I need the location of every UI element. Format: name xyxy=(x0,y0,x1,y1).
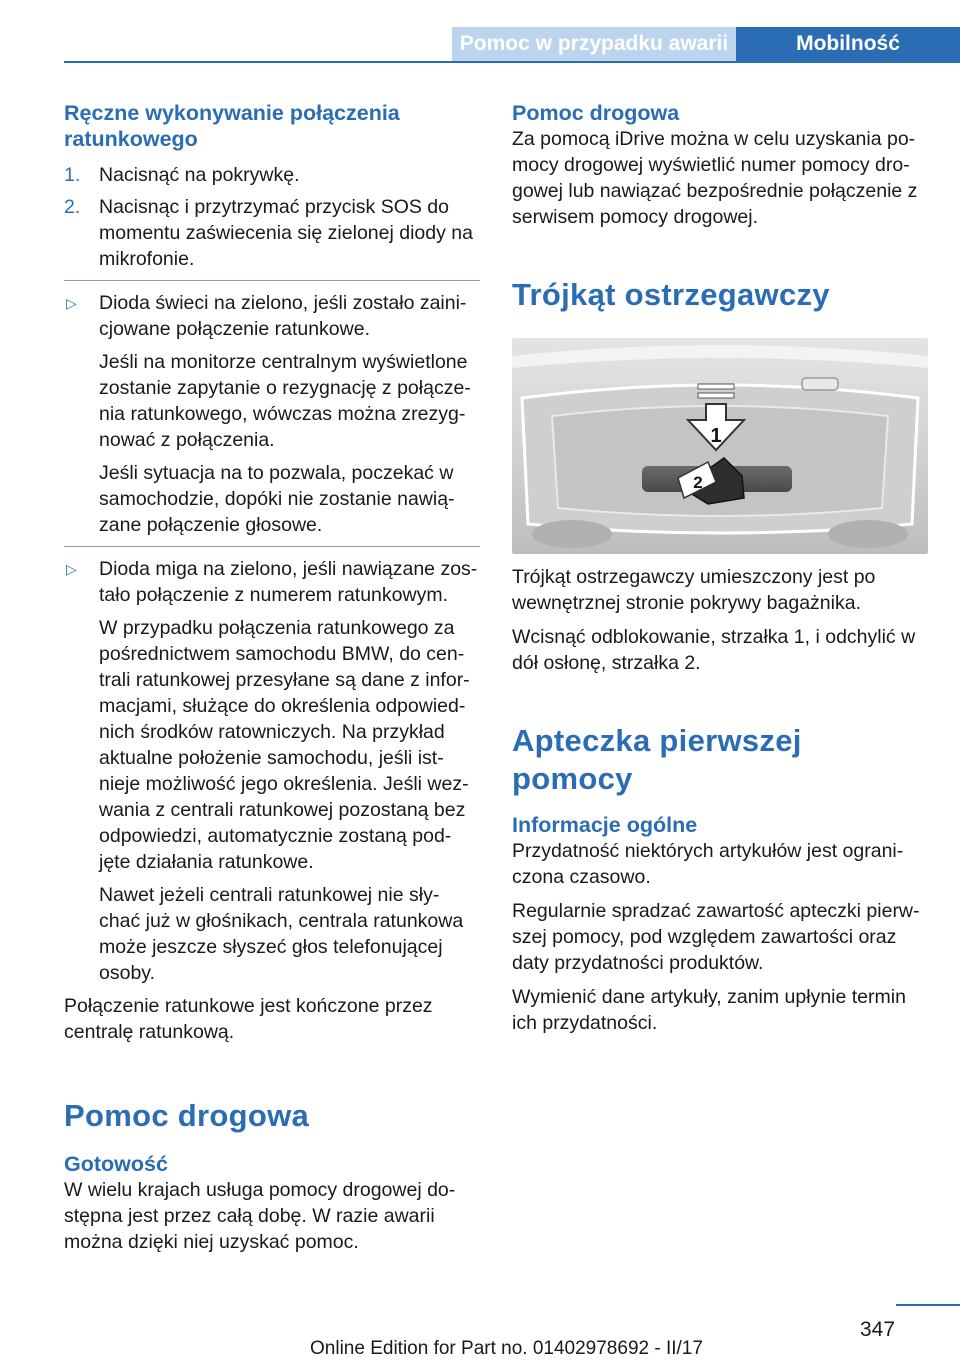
triangle-instruction-text: Wcisnąć odblokowanie, strzałka 1, i odchylić w dół osłonę, strzałka 2. xyxy=(512,626,916,674)
list-separator xyxy=(64,280,480,281)
step-item xyxy=(64,162,480,188)
header-chapter-tab[interactable]: Mobilność xyxy=(736,27,960,63)
readiness-text: W wielu krajach usługa pomocy drogowej do-stępna jest przez całą dobę. W razie awarii można dzięki niej uzyskać pomoc. xyxy=(64,1179,456,1253)
led-status-item xyxy=(64,556,480,986)
call-end-text: Połączenie ratunkowe jest kończone przez centralę ratunkową. xyxy=(64,995,433,1043)
left-column xyxy=(64,100,480,1255)
page-number: 347 xyxy=(860,1318,896,1341)
arrow-2-label: 2 xyxy=(693,473,703,492)
bullet-paragraph: Nawet jeżeli centrali ratunkowej nie sły-chać już w głośnikach, centrala ratunkowa może jeszcze słyszeć głos telefonującej osoby. xyxy=(99,884,464,984)
step-number: 1. xyxy=(64,164,81,186)
warning-triangle-heading: Trójkąt ostrzegawczy xyxy=(512,277,830,312)
general-info-text: Przydatność niektórych artykułów jest ograni-czona czasowo. xyxy=(512,840,904,888)
step-item xyxy=(64,194,480,272)
triangle-location-text: Trójkąt ostrzegawczy umieszczony jest po wewnętrznej stronie pokrywy bagażnika. xyxy=(512,566,876,614)
led-status-list xyxy=(64,290,480,538)
roadside-subheading: Pomoc drogowa xyxy=(512,101,680,125)
bullet-paragraph: Jeśli sytuacja na to pozwala, poczekać w samochodzie, dopóki nie zostanie nawią-zane połączenie głosowe. xyxy=(99,462,455,536)
trunk-lid-illustration xyxy=(512,338,928,554)
header-section-tab[interactable]: Pomoc w przypadku awarii xyxy=(452,27,736,61)
step-text: Nacisnąc i przytrzymać przycisk SOS do momentu zaświecenia się zielonej diody na mikrofonie. xyxy=(99,196,473,270)
bullet-paragraph: W przypadku połączenia ratunkowego za pośrednictwem samochodu BMW, do cen-trali ratunkowej przesyłane są dane z infor-macjami, służące do określenia odpowied-nich środków ratowniczych. Na przykład aktualne położenie samochodu, jeśli ist-nieje możliwość jego określenia. Jeśli wez-wania z centrali ratunkowej pozostaną bez odpowiedzi, automatycznie zostaną pod-jęte działania ratunkowe. xyxy=(99,617,470,873)
list-separator xyxy=(64,546,480,547)
bullet-triangle-icon: ▷ xyxy=(66,561,77,577)
led-status-list xyxy=(64,556,480,986)
bullet-triangle-icon: ▷ xyxy=(66,295,77,311)
bullet-lead: Dioda świeci na zielono, jeśli zostało zaini-cjowane połączenie ratunkowe. xyxy=(99,292,467,340)
led-status-item xyxy=(64,290,480,538)
roadside-heading: Pomoc drogowa xyxy=(64,1098,310,1133)
edition-footer: Online Edition for Part no. 01402978692 - II/17 xyxy=(310,1338,703,1359)
general-info-text: Regularnie spradzać zawartość apteczki pierw-szej pomocy, pod względem zawartości oraz daty przydatności produktów. xyxy=(512,900,920,974)
readiness-heading: Gotowość xyxy=(64,1152,168,1176)
bullet-lead: Dioda miga na zielono, jeśli nawiązane zos-tało połączenie z numerem ratunkowym. xyxy=(99,558,478,606)
general-info-text: Wymienić dane artykuły, zanim upłynie termin ich przydatności. xyxy=(512,986,906,1034)
manual-call-steps xyxy=(64,162,480,272)
trunk-lid-drawing xyxy=(512,338,928,554)
general-info-heading: Informacje ogólne xyxy=(512,813,698,837)
footer-rule xyxy=(896,1304,960,1306)
step-text: Nacisnąć na pokrywkę. xyxy=(99,164,300,186)
arrow-1-label: 1 xyxy=(710,425,722,447)
right-column xyxy=(512,100,928,1036)
step-number: 2. xyxy=(64,196,81,218)
roadside-text: Za pomocą iDrive można w celu uzyskania po-mocy drogowej wyświetlić numer pomocy dro-gowej lub nawiązać bezpośrednie połączenie z serwisem pomocy drogowej. xyxy=(512,128,918,228)
bullet-paragraph: Jeśli na monitorze centralnym wyświetlone zostanie zapytanie o rezygnację z połącze-nia ratunkowego, wówczas można zrezyg-nować z połączenia. xyxy=(99,351,471,451)
first-aid-heading: Apteczka pierwszej pomocy xyxy=(512,723,802,796)
manual-call-heading: Ręczne wykonywanie połączenia ratunkowego xyxy=(64,101,400,151)
